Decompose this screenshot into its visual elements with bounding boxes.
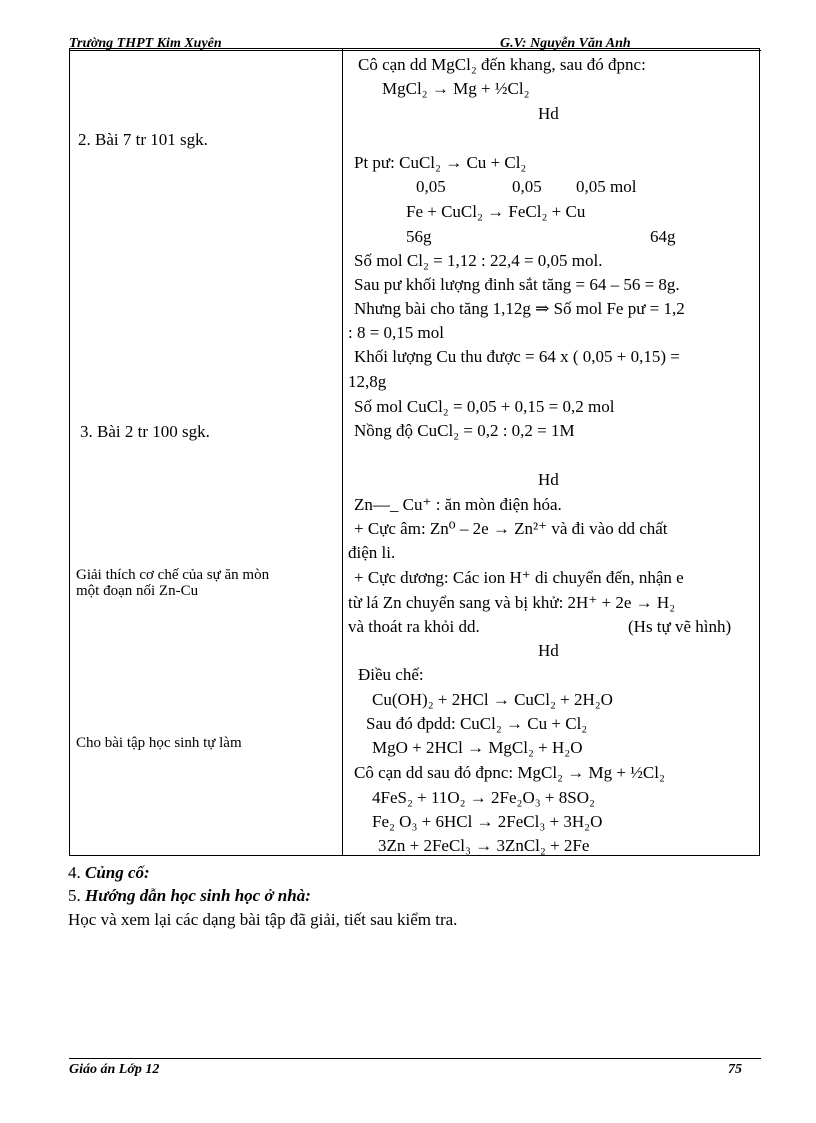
hd-label: Hd [538,470,559,489]
right-line: + Cực dương: Các ion H⁺ di chuyển đến, nhận e [354,568,684,587]
footer-rule [69,1058,761,1059]
left-item-3: 3. Bài 2 tr 100 sgk. [80,422,210,441]
right-line: Khối lượng Cu thu được = 64 x ( 0,05 + 0,15) = [354,347,680,366]
right-line: Nhưng bài cho tăng 1,12g ⇒ Số mol Fe pư = 1,2 [354,299,685,318]
right-line: Cô cạn dd MgCl₂ đến khang, sau đó đpnc: [358,55,646,74]
right-line: 0,05 mol [576,177,637,196]
right-line: Điều chế: [358,665,424,684]
right-line: 0,05 [512,177,542,196]
section-4-number: 4. [68,863,81,882]
right-line: và thoát ra khỏi dd. [348,617,480,636]
left-item-4-line2: một đoạn nối Zn-Cu [76,583,199,599]
left-item-5: Cho bài tập học sinh tự làm [76,735,242,751]
right-line: Fe + CuCl₂ → FeCl₂ + Cu [406,202,586,221]
section-5-number: 5. [68,886,81,905]
table-column-divider [342,48,343,856]
right-line: 4FeS₂ + 11O₂ → 2Fe₂O₃ + 8SO₂ [372,788,595,807]
hd-label: Hd [538,104,559,123]
left-item-4-line1: Giải thích cơ chế của sự ăn mòn [76,567,270,583]
right-line: + Cực âm: Zn⁰ – 2e → Zn²⁺ và đi vào dd chất [354,519,668,538]
right-line: Sau pư khối lượng đinh sắt tăng = 64 – 56 = 8g. [354,275,680,294]
section-5-title: Hướng dẫn học sinh học ở nhà: [85,886,311,905]
right-line: MgO + 2HCl → MgCl₂ + H₂O [372,738,583,757]
page-number: 75 [728,1062,742,1077]
right-line: Pt pư: CuCl₂ → Cu + Cl₂ [354,153,527,172]
header-school: Trường THPT Kim Xuyên [69,36,222,51]
right-line: MgCl₂ → Mg + ½Cl₂ [382,79,530,98]
hd-label: Hd [538,641,559,660]
right-line: 12,8g [348,372,387,391]
right-line: 0,05 [416,177,446,196]
section-4-heading [68,862,150,884]
section-5-text: Học và xem lại các dạng bài tập đã giải, tiết sau kiểm tra. [68,910,458,929]
footer-title: Giáo án Lớp 12 [69,1062,160,1077]
section-5-heading [68,885,311,907]
right-line: (Hs tự vẽ hình) [628,617,732,636]
right-line: 64g [650,227,676,246]
right-line: 3Zn + 2FeCl₃ → 3ZnCl₂ + 2Fe [378,836,590,855]
right-line: : 8 = 0,15 mol [348,323,445,342]
right-line: Nồng độ CuCl₂ = 0,2 : 0,2 = 1M [354,421,575,440]
right-line: Cu(OH)₂ + 2HCl → CuCl₂ + 2H₂O [372,690,613,709]
right-line: Fe₂ O₃ + 6HCl → 2FeCl₃ + 3H₂O [372,812,603,831]
right-line: 56g [406,227,432,246]
right-line: từ lá Zn chuyển sang và bị khử: 2H⁺ + 2e → H₂ [348,593,676,612]
right-line: Số mol CuCl₂ = 0,05 + 0,15 = 0,2 mol [354,397,615,416]
right-line: Zn—_ Cu⁺ : ăn mòn điện hóa. [354,495,562,514]
header-teacher: G.V: Nguyễn Văn Anh [500,36,631,51]
left-item-2: 2. Bài 7 tr 101 sgk. [78,130,208,149]
right-line: Số mol Cl₂ = 1,12 : 22,4 = 0,05 mol. [354,251,603,270]
section-4-title: Củng cố: [85,863,150,882]
right-line: Cô cạn dd sau đó đpnc: MgCl₂ → Mg + ½Cl₂ [354,763,665,782]
right-line: điện li. [348,543,396,562]
right-line: Sau đó đpdd: CuCl₂ → Cu + Cl₂ [366,714,588,733]
